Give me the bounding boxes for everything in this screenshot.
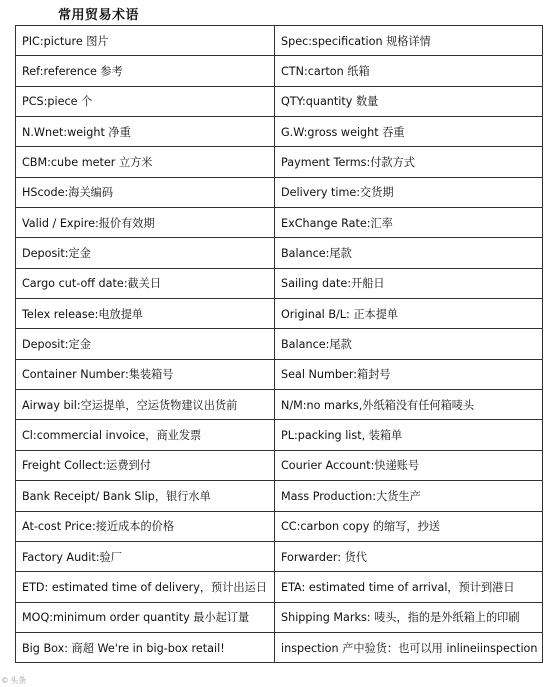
term-cell-left: N.Wnet:weight 净重 (16, 117, 275, 146)
term-cell-right: Shipping Marks: 唛头，指的是外纸箱上的印刷 (275, 603, 543, 632)
term-cell-left: Deposit:定金 (16, 238, 275, 267)
table-row (16, 360, 543, 390)
watermark: © 头条 (2, 676, 27, 685)
table-row (16, 603, 543, 633)
term-cell-left: Big Box: 商超 We're in big-box retail! (16, 633, 275, 662)
term-cell-right: ExChange Rate:汇率 (275, 208, 543, 237)
term-cell-right: Seal Number:箱封号 (275, 360, 543, 389)
table-row (16, 208, 543, 238)
term-cell-right: Sailing date:开船日 (275, 269, 543, 298)
term-cell-right: Payment Terms:付款方式 (275, 147, 543, 176)
table-row (16, 178, 543, 208)
table-row (16, 87, 543, 117)
table-row (16, 481, 543, 511)
term-cell-right: CTN:carton 纸箱 (275, 56, 543, 85)
terms-table (15, 25, 543, 663)
table-row (16, 633, 543, 663)
term-cell-left: Airway bil:空运提单，空运货物建议出货前 (16, 390, 275, 419)
term-cell-left: Cargo cut-off date:截关日 (16, 269, 275, 298)
table-row (16, 269, 543, 299)
term-cell-left: Ref:reference 参考 (16, 56, 275, 85)
term-cell-right: N/M:no marks,外纸箱没有任何箱唛头 (275, 390, 543, 419)
table-row (16, 542, 543, 572)
term-cell-right: ETA: estimated time of arrival，预计到港日 (275, 572, 543, 601)
term-cell-left: Bank Receipt/ Bank Slip，银行水单 (16, 481, 275, 510)
term-cell-left: MOQ:minimum order quantity 最小起订量 (16, 603, 275, 632)
term-cell-right: Spec:specification 规格详情 (275, 26, 543, 55)
page-title: 常用贸易术语 (58, 8, 140, 23)
table-row (16, 26, 543, 56)
term-cell-left: Telex release:电放提单 (16, 299, 275, 328)
term-cell-right: QTY:quantity 数量 (275, 87, 543, 116)
term-cell-left: CBM:cube meter 立方米 (16, 147, 275, 176)
table-row (16, 117, 543, 147)
term-cell-right: Courier Account:快递账号 (275, 451, 543, 480)
term-cell-right: inspection 产中验货：也可以用 inlineiinspection (275, 633, 543, 662)
term-cell-right: G.W:gross weight 吞重 (275, 117, 543, 146)
term-cell-right: Balance:尾款 (275, 238, 543, 267)
table-row (16, 451, 543, 481)
term-cell-right: Forwarder: 货代 (275, 542, 543, 571)
table-row (16, 56, 543, 86)
term-cell-right: Delivery time:交货期 (275, 178, 543, 207)
table-row (16, 329, 543, 359)
term-cell-left: Freight Collect:运费到付 (16, 451, 275, 480)
term-cell-right: PL:packing list, 装箱单 (275, 420, 543, 449)
term-cell-left: Valid / Expire:报价有效期 (16, 208, 275, 237)
table-row (16, 512, 543, 542)
term-cell-left: ETD: estimated time of delivery，预计出运日 (16, 572, 275, 601)
table-row (16, 147, 543, 177)
term-cell-right: CC:carbon copy 的缩写，抄送 (275, 512, 543, 541)
table-row (16, 299, 543, 329)
table-row (16, 390, 543, 420)
table-row (16, 238, 543, 268)
table-row (16, 572, 543, 602)
term-cell-left: At-cost Price:接近成本的价格 (16, 512, 275, 541)
term-cell-right: Mass Production:大货生产 (275, 481, 543, 510)
term-cell-left: Cl:commercial invoice，商业发票 (16, 420, 275, 449)
term-cell-left: PCS:piece 个 (16, 87, 275, 116)
term-cell-right: Original B/L: 正本提单 (275, 299, 543, 328)
table-row (16, 420, 543, 450)
term-cell-left: PIC:picture 图片 (16, 26, 275, 55)
term-cell-left: HScode:海关编码 (16, 178, 275, 207)
term-cell-right: Balance:尾款 (275, 329, 543, 358)
term-cell-left: Deposit:定金 (16, 329, 275, 358)
term-cell-left: Container Number:集装箱号 (16, 360, 275, 389)
term-cell-left: Factory Audit:验厂 (16, 542, 275, 571)
